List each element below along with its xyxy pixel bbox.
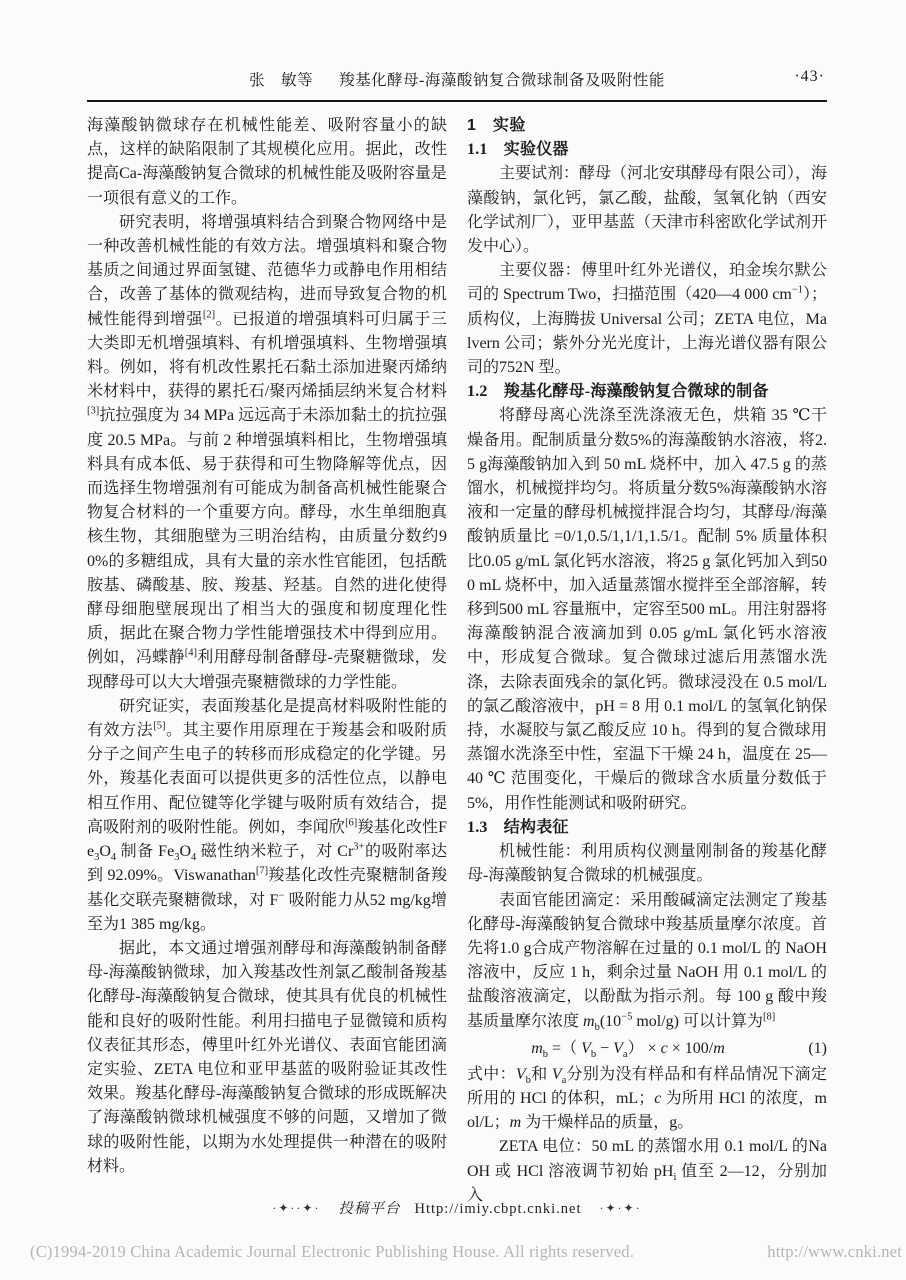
section-heading-1-1: 1.1 实验仪器 — [467, 141, 569, 159]
copyright-url: http://www.cnki.net — [767, 1242, 902, 1261]
footer-decoration-right: ·✦·✦· — [599, 1201, 642, 1215]
footer-platform-label: 投稿平台 — [338, 1201, 401, 1217]
paragraph-carboxylation: 研究证实，表面羧基化是提高材料吸附性能的有效方法[5]。其主要作用原理在于羧基会和吸附质分子之间产生电子的转移而形成稳定的化学键。另外，羧基化表面可以提供更多的活性位点，以静电相互作用、配位键等化学键与吸附质有效结合，提高吸附剂的吸附性能。例如，李闻欣[6]羧基化改性$Fe_3O_4$ 制备 $Fe_3O_4$ 磁性纳米粒子，对 $Cr^{3+}$的吸附率达到 92.09%。Viswanathan[7]羧基化改性壳聚糖制备羧基化交联壳聚糖微球，对 F− 吸附能力从52 mg/kg增至为1 385 mg/kg。 — [87, 697, 447, 933]
paragraph-this-work: 据此，本文通过增强剂酵母和海藻酸钠制备酵母-海藻酸钠微球，加入羧基改性剂氯乙酸制备羧基化酵母-海藻酸钠复合微球，使其具有优良的机械性能和良好的吸附性能。利用扫描电子显微镜和质构仪表征其形态，傅里叶红外光谱仪、表面官能团滴定实验、ZETA 电位和亚甲基蓝的吸附验证其改性效果。羧基化酵母-海藻酸钠复合微球的形成既解决了海藻酸钠微球机械强度不够的问题，又增加了微球的吸附性能，以期为水处理提供一种潜在的吸附材料。 — [87, 939, 447, 1175]
submission-footer — [87, 1197, 827, 1218]
footer-decoration-left: ·✦··✦· — [272, 1201, 321, 1215]
paragraph-equation-terms: 式中：$V_b$和 $V_a$分别为没有样品和有样品情况下滴定所用的 HCl 的体积，mL；c 为所用 HCl 的浓度，mol/L；m 为干燥样品的质量，g。 — [467, 1065, 827, 1132]
header-page-number: ·43· — [794, 68, 825, 85]
page-header — [87, 68, 827, 94]
header-rule — [87, 100, 827, 102]
copyright-bar — [0, 1242, 906, 1262]
equation-number: (1) — [808, 1039, 827, 1057]
header-running-title: 羧基化酵母-海藻酸钠复合微球制备及吸附性能 — [339, 72, 665, 89]
article-body — [87, 114, 827, 1208]
paragraph-fillers: 研究表明，将增强填料结合到聚合物网络中是一种改善机械性能的有效方法。增强填料和聚合物基质之间通过界面氢键、范德华力或静电作用相结合，改善了基体的微观结构，进而导致复合物的机械性能得到增强[2]。已报道的增强填料可归属于三大类即无机增强填料、有机增强填料、生物增强填料。例如，将有机改性累托石黏土添加进聚丙烯纳米材料中，获得的累托石/聚丙烯插层纳米复合材料[3]抗拉强度为 34 MPa 远远高于未添加黏土的抗拉强度 20.5 MPa。与前 2 种增强填料相比，生物增强填料具有成本低、易于获得和可生物降解等优点，因而选择生物增强剂有可能成为制备高机械性能聚合物复合材料的一个重要方向。酵母，水生单细胞真核生物，其细胞壁为三明治结构，由质量分数约90%的多糖组成，具有大量的亲水性官能团，包括酰胺基、磷酸基、胺、羧基、羟基。自然的进化使得酵母细胞壁展现出了相当大的强度和韧度理化性质，据此在聚合物力学性能增强技术中得到应用。例如，冯蝶静[4]利用酵母制备酵母-壳聚糖微球，发现酵母可以大大增强壳聚糖微球的力学性能。 — [87, 213, 447, 691]
paragraph-instruments: 主要仪器：傅里叶红外光谱仪，珀金埃尔默公司的 Spectrum Two，扫描范围（420—4 000 $cm^{-1}$）；质构仪，上海腾拔 Universal 公司；ZETA 电位，Malvern 公司；紫外分光光度计，上海光谱仪器有限公司的752N 型。 — [467, 262, 827, 377]
right-column — [467, 114, 827, 1208]
equation-1 — [467, 1034, 827, 1063]
paragraph-mechanical: 机械性能：利用质构仪测量刚制备的羧基化酵母-海藻酸钠复合微球的机械强度。 — [467, 843, 827, 885]
paragraph-intro: 海藻酸钠微球存在机械性能差、吸附容量小的缺点，这样的缺陷限制了其规模化应用。据此，改性提高Ca-海藻酸钠复合微球的机械性能及吸附容量是一项很有意义的工作。 — [87, 117, 447, 207]
paragraph-zeta: ZETA 电位：50 mL 的蒸馏水用 0.1 mol/L 的NaOH 或 HCl 溶液调节初始 $pH_i$ 值至 2—12，分别加入 — [467, 1138, 827, 1204]
footer-platform-url: Http://imiy.cbpt.cnki.net — [414, 1201, 582, 1217]
equation-formula: $m_b$ =（ $V_b - V_a) \times c \times 100/m$ — [531, 1039, 725, 1060]
header-authors: 张 敏等 — [249, 72, 314, 89]
copyright-text: (C)1994-2019 China Academic Journal Electronic Publishing House. All rights reserved. — [30, 1242, 635, 1261]
left-column — [87, 114, 447, 1208]
section-heading-1-2: 1.2 羧基化酵母-海藻酸钠复合微球的制备 — [467, 383, 769, 401]
section-heading-1-3: 1.3 结构表征 — [467, 818, 569, 836]
header-center — [87, 68, 827, 90]
section-heading-1: 1 实验 — [467, 117, 526, 134]
paragraph-reagents: 主要试剂：酵母（河北安琪酵母有限公司），海藻酸钠，氯化钙，氯乙酸，盐酸，氢氧化钠（西安化学试剂厂），亚甲基蓝（天津市科密欧化学试剂开发中心）。 — [467, 165, 828, 256]
paragraph-titration: 表面官能团滴定：采用酸碱滴定法测定了羧基化酵母-海藻酸钠复合微球中羧基质量摩尔浓度。首先将1.0 g合成产物溶解在过量的 0.1 mol/L 的 NaOH 溶液中，反应 1 h，剩余过量 NaOH 用 0.1 mol/L 的盐酸溶液滴定，以酚酞为指示剂。每 100 g 酸中羧基质量摩尔浓度 $m_b(10^{-5}$ mol/g) 可以计算为[8] — [467, 891, 827, 1033]
paragraph-preparation: 将酵母离心洗涤至洗涤液无色，烘箱 35 ℃干燥备用。配制质量分数5%的海藻酸钠水溶液，将2.5 g海藻酸钠加入到 50 mL 烧杯中，加入 47.5 g 的蒸馏水，机械搅拌均匀。将质量分数5%海藻酸钠水溶液和一定量的酵母机械搅拌混合均匀，其酵母/海藻酸钠质量比 =0/1,0.5/1,1/1,1.5/1。配制 5% 质量体积比0.05 g/mL 氯化钙水溶液，将25 g 氯化钙加入到500 mL 烧杯中，加入适量蒸馏水搅拌至全部溶解，转移到500 mL 容量瓶中，定容至500 mL。用注射器将海藻酸钠混合液滴加到 0.05 g/mL 氯化钙水溶液中，形成复合微球。复合微球过滤后用蒸馏水洗涤，去除表面残余的氯化钙。微球浸没在 0.5 mol/L 的氯乙酸溶液中，pH = 8 用 0.1 mol/L 的氢氧化钠保持，水凝胶与氯乙酸反应 10 h。得到的复合微球用蒸馏水洗涤至中性，室温下干燥 24 h，温度在 25—40 ℃ 范围变化，干燥后的微球含水质量分数低于 5%，用作性能测试和吸附研究。 — [467, 407, 827, 812]
